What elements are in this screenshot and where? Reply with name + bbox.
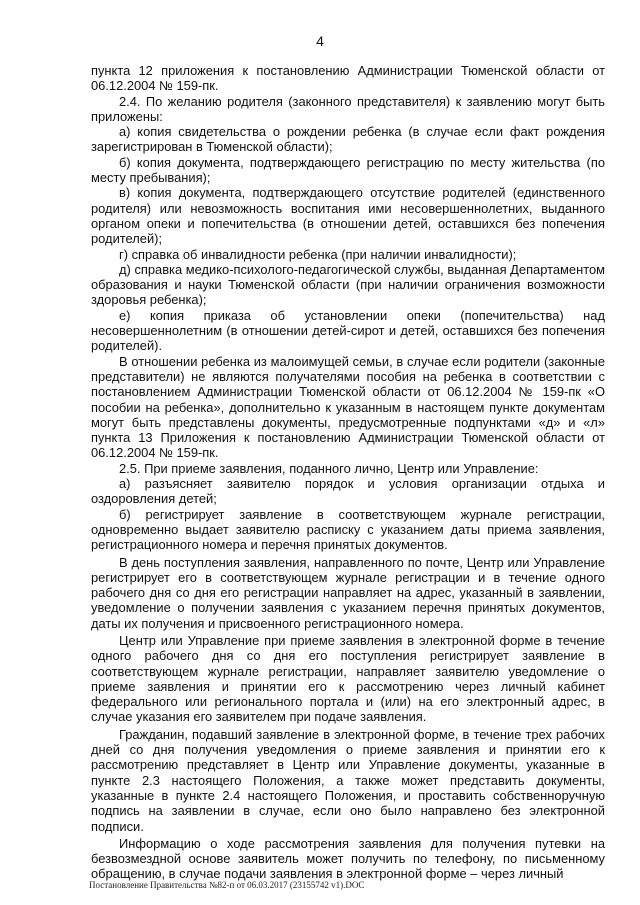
document-body	[91, 63, 605, 882]
paragraph-information: Информацию о ходе рассмотрения заявления для получения путевки на безвозмездной основе заявитель может получить по телефону, по письменному обращению, в случае подачи заявления в электронной форме – через личный	[91, 835, 605, 882]
paragraph-2-4-v: в) копия документа, подтверждающего отсутствие родителей (единственного родителя) или невозможность воспитания ими несовершеннолетних, выданного органом опеки и попечительства (в отношении детей, оставшихся без попечения родителей);	[91, 185, 605, 247]
paragraph-postal: В день поступления заявления, направленного по почте, Центр или Управление регистрирует его в соответствующем журнале регистрации и в течение одного рабочего дня со дня его регистрации направляет на адрес, указанный в заявлении, уведомление о получении заявления с указанием перечня принятых документов, даты их получения и присвоенного регистрационного номера.	[91, 554, 605, 631]
page-number: 4	[316, 33, 324, 49]
paragraph-continuation: пункта 12 приложения к постановлению Администрации Тюменской области от 06.12.2004 № 159-пк.	[91, 63, 605, 94]
paragraph-2-4-d: д) справка медико-психолого-педагогической службы, выданная Департаментом образования и науки Тюменской области (при наличии ограничения возможности здоровья ребенка);	[91, 261, 605, 308]
paragraph-2-4-g: г) справка об инвалидности ребенка (при наличии инвалидности);	[119, 246, 517, 262]
paragraph-2-4-e: е) копия приказа об установлении опеки (попечительства) над несовершеннолетним (в отношении детей-сирот и детей, оставшихся без попечения родителей).	[91, 307, 605, 354]
paragraph-2-5-b: б) регистрирует заявление в соответствующем журнале регистрации, одновременно выдает заявителю расписку с указанием даты приема заявления, регистрационного номера и перечня принятых документов.	[91, 506, 605, 553]
paragraph-2-4-b: б) копия документа, подтверждающего регистрацию по месту жительства (по месту пребывания);	[91, 154, 605, 186]
paragraph-citizen: Гражданин, подавший заявление в электронной форме, в течение трех рабочих дней со дня получения уведомления о приеме заявления и принятии его к рассмотрению представляет в Центр или Управление документы, указанные в пункте 2.3 настоящего Положения, а также может представить документы, указанные в пункте 2.4 настоящего Положения, и проставить собственноручную подпись на заявлении в случае, если оно было направлено без электронной подписи.	[91, 726, 605, 834]
paragraph-2-4: 2.4. По желанию родителя (законного представителя) к заявлению могут быть приложены:	[91, 93, 605, 124]
paragraph-electronic: Центр или Управление при приеме заявления в электронной форме в течение одного рабочего дня со дня его поступления регистрирует заявление в соответствующем журнале регистрации, направляет заявителю уведомление о приеме заявления и принятии его к рассмотрению через личный кабинет федерального или регионального портала и (или) на его электронный адрес, в случае указания его заявителем при подаче заявления.	[91, 632, 605, 725]
paragraph-2-5: 2.5. При приеме заявления, поданного лично, Центр или Управление:	[119, 460, 539, 476]
document-footer: Постановление Правительства №82-п от 06.03.2017 (23155742 v1).DOC	[89, 880, 365, 890]
paragraph-2-5-a: а) разъясняет заявителю порядок и условия организации отдыха и оздоровления детей;	[91, 476, 605, 507]
paragraph-2-4-a: а) копия свидетельства о рождении ребенка (в случае если факт рождения зарегистрирован в Тюменской области);	[91, 124, 605, 155]
paragraph-low-income: В отношении ребенка из малоимущей семьи, в случае если родители (законные представители) не являются получателями пособия на ребенка в соответствии с постановлением Администрации Тюменской области от 06.12.2004 № 159-пк «О пособии на ребенка», дополнительно к указанным в настоящем пункте документам могут быть представлены документы, предусмотренные подпунктами «д» и «л» пункта 13 Приложения к постановлению Администрации Тюменской области от 06.12.2004 № 159-пк.	[91, 353, 605, 461]
